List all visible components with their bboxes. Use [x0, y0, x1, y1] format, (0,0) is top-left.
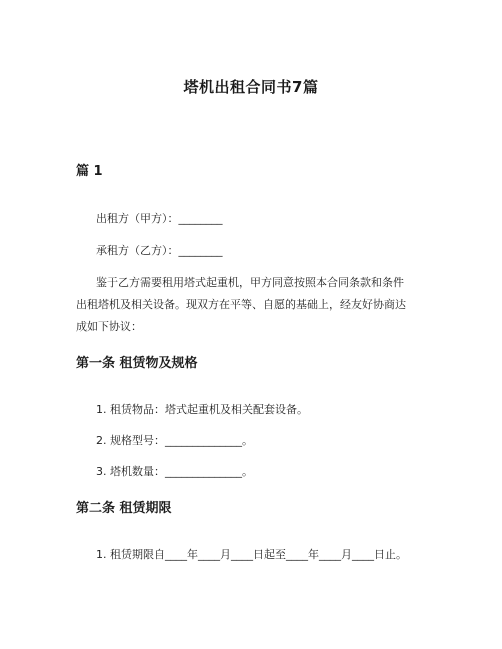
- intro-paragraph-line: 出租塔机及相关设备。现双方在平等、自愿的基础上，经友好协商达: [76, 298, 406, 311]
- article-heading: 第二条 租赁期限: [76, 501, 172, 516]
- document-title: 塔机出租合同书7篇: [183, 78, 319, 96]
- section-heading: 篇 1: [76, 164, 103, 179]
- list-item: 3. 塔机数量：______________。: [96, 465, 253, 478]
- list-item: 1. 租赁物品：塔式起重机及相关配套设备。: [96, 403, 308, 416]
- article-heading: 第一条 租赁物及规格: [76, 356, 198, 371]
- lessee-line: 承租方（乙方）：________: [96, 244, 223, 257]
- list-item: 2. 规格型号：______________。: [96, 434, 253, 447]
- lessor-line: 出租方（甲方）：________: [96, 212, 223, 225]
- list-item: 1. 租赁期限自____年____月____日起至____年____月____日止。: [96, 548, 407, 561]
- intro-paragraph-line: 成如下协议：: [76, 320, 142, 333]
- intro-paragraph-line: 鉴于乙方需要租用塔式起重机，甲方同意按照本合同条款和条件: [96, 276, 404, 289]
